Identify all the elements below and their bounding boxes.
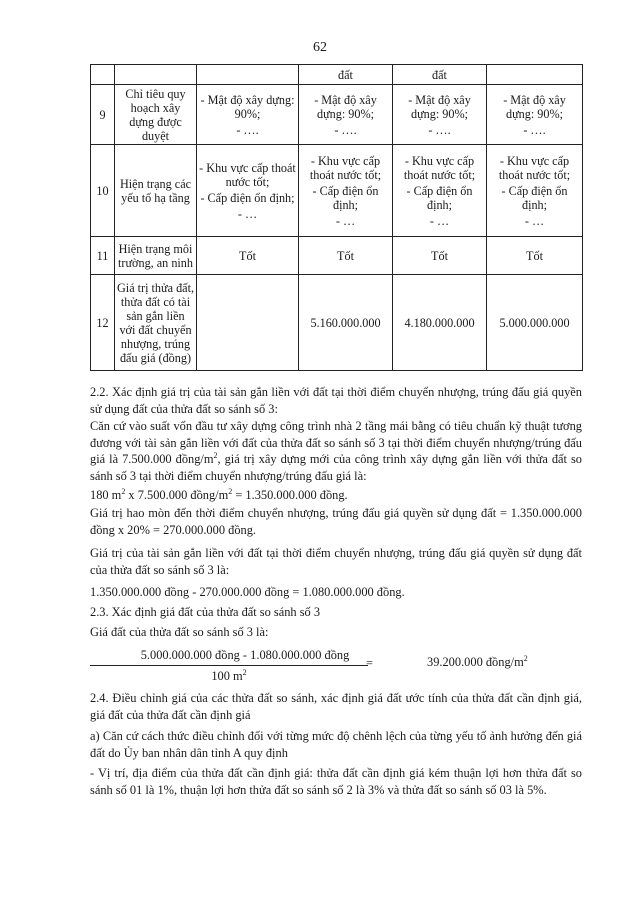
paragraph-location-adjustment: - Vị trí, địa điểm của thửa đất cần định giá: thửa đất cần định giá kém thuận lợi hơn thửa đất so sánh số 01 là 1%, thuận lợi hơn thửa đất so sánh số 2 là 3% và thửa đất so sánh số 03 là 5%.	[90, 766, 582, 797]
table-row	[91, 85, 583, 145]
cell-line: - Cấp điện ổn định;	[200, 190, 295, 205]
cell-line: - …	[524, 213, 545, 228]
cell-line: - …	[335, 213, 356, 228]
table-row	[91, 145, 583, 237]
cell-cmp3	[487, 65, 583, 85]
paragraph-asset-value-calc: 1.350.000.000 đồng - 270.000.000 đồng = 1.080.000.000 đồng.	[90, 585, 405, 599]
cell-no: 11	[91, 237, 115, 275]
cell-no: 12	[91, 275, 115, 371]
cell-line: - ….	[523, 122, 546, 137]
cell-criteria: Hiện trạng các yếu tố hạ tầng	[115, 145, 197, 237]
cell-line: - Mật độ xây dựng: 90%;	[503, 92, 566, 121]
cell-subject: Tốt	[197, 237, 299, 275]
cell-criteria	[115, 65, 197, 85]
cell-cmp3: 5.000.000.000	[487, 275, 583, 371]
cell-cmp3	[487, 85, 583, 145]
fraction-bar	[90, 665, 368, 666]
cell-cmp1: Tốt	[299, 237, 393, 275]
cell-line: - Khu vực cấp thoát nước tốt;	[498, 153, 571, 182]
cell-no: 9	[91, 85, 115, 145]
cell-subject	[197, 85, 299, 145]
cell-subject	[197, 65, 299, 85]
cell-no	[91, 65, 115, 85]
formula-denominator: 100 $m^2$	[211, 667, 247, 683]
cell-cmp2	[393, 145, 487, 237]
cell-cmp2	[393, 85, 487, 145]
cell-line: - Mật độ xây dựng: 90%;	[408, 92, 471, 121]
cell-line: - Mật độ xây dựng: 90%;	[200, 92, 295, 121]
cell-line: - …	[429, 213, 450, 228]
paragraph-construction-cost: Căn cứ vào suất vốn đầu tư xây dựng công trình nhà 2 tầng mái bằng có tiêu chuẩn kỹ thuật tương đương với tài sản gắn liền với đất của thửa đất so sánh số 3 tại thời điểm chuyển nhượng/trúng đấu giá là 7.500.000 đồng/$m^2$, giá trị xây dựng mới của công trình xây dựng gắn liền với thửa đất so sánh số 3 tại thời điểm chuyển nhượng/trúng đấu giá là:	[90, 419, 582, 483]
cell-line: - …	[237, 206, 258, 221]
cell-subject	[197, 275, 299, 371]
paragraph-adjustment-basis: a) Căn cứ cách thức điều chỉnh đối với từng mức độ chênh lệch của từng yếu tố ảnh hưởng đến giá đất do Ủy ban nhân dân tỉnh A quy định	[90, 729, 582, 760]
cell-criteria: Giá trị thửa đất, thửa đất có tài sản gắn liền với đất chuyển nhượng, trúng đấu giá (đồng)	[115, 275, 197, 371]
paragraph-depreciation: Giá trị hao mòn đến thời điểm chuyển nhượng, trúng đấu giá quyền sử dụng đất = 1.350.000.000 đồng x 20% = 270.000.000 đồng.	[90, 506, 582, 537]
table-row	[91, 237, 583, 275]
cell-line: - ….	[428, 122, 451, 137]
formula-numerator: 5.000.000.000 đồng - 1.080.000.000 đồng	[140, 648, 350, 662]
formula-equals: =	[366, 656, 373, 670]
cell-cmp2: 4.180.000.000	[393, 275, 487, 371]
cell-criteria: Chỉ tiêu quy hoạch xây dựng được duyệt	[115, 85, 197, 145]
cell-subject	[197, 145, 299, 237]
table-row	[91, 65, 583, 85]
cell-cmp2: đất	[393, 65, 487, 85]
land-price-formula	[90, 648, 582, 688]
section-2-2-heading: 2.2. Xác định giá trị của tài sản gắn liền với đất tại thời điểm chuyển nhượng, trúng đấu giá quyền sử dụng đất của thửa đất so sánh số 3:	[90, 385, 582, 416]
cell-line: - ….	[236, 122, 259, 137]
cell-cmp1	[299, 145, 393, 237]
paragraph-land-price-intro: Giá đất của thửa đất so sánh số 3 là:	[90, 625, 269, 639]
cell-line: - Mật độ xây dựng: 90%;	[314, 92, 377, 121]
cell-cmp1: đất	[299, 65, 393, 85]
cell-line: - Cấp điện ổn định;	[406, 183, 473, 212]
cell-cmp2: Tốt	[393, 237, 487, 275]
paragraph-asset-value: Giá trị của tài sản gắn liền với đất tại thời điểm chuyển nhượng, trúng đấu giá quyền sử dụng đất của thửa đất so sánh số 3 là:	[90, 546, 582, 577]
cell-line: - Cấp điện ổn định;	[312, 183, 379, 212]
section-2-3-heading: 2.3. Xác định giá đất của thửa đất so sánh số 3	[90, 605, 321, 619]
cell-line: - Khu vực cấp thoát nước tốt;	[309, 153, 382, 182]
paragraph-new-value-calc: 180 $m^2$ x 7.500.000 đồng/$m^2 = 1.350.000.000$ đồng.	[90, 486, 348, 502]
comparison-table	[90, 64, 583, 371]
cell-no: 10	[91, 145, 115, 237]
cell-line: - Khu vực cấp thoát nước tốt;	[403, 153, 476, 182]
cell-line: - Khu vực cấp thoát nước tốt;	[199, 160, 296, 189]
formula-result: 39.200.000 đồng/$m^2$	[427, 653, 528, 669]
cell-line: - Cấp điện ổn định;	[501, 183, 568, 212]
cell-cmp1	[299, 85, 393, 145]
table-row	[91, 275, 583, 371]
section-2-4-heading: 2.4. Điều chỉnh giá của các thửa đất so sánh, xác định giá đất ước tính của thửa đất cần định giá, giá đất của thửa đất cần định giá	[90, 691, 582, 722]
cell-cmp3: Tốt	[487, 237, 583, 275]
page-number: 62	[313, 40, 327, 55]
cell-line: - ….	[334, 122, 357, 137]
cell-criteria: Hiện trạng môi trường, an ninh	[115, 237, 197, 275]
cell-cmp1: 5.160.000.000	[299, 275, 393, 371]
cell-cmp3	[487, 145, 583, 237]
